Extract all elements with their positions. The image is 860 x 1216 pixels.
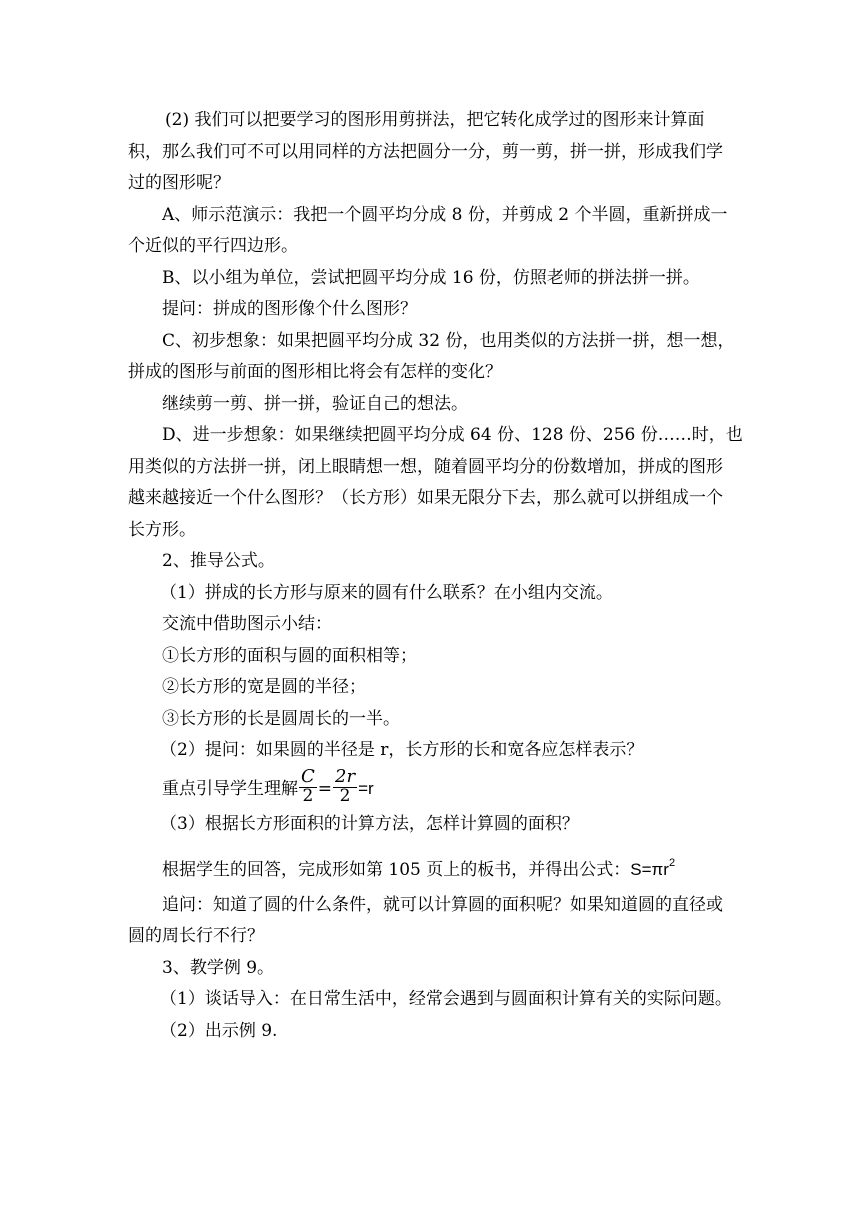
formula-exponent: 2 bbox=[668, 857, 676, 869]
formula-suffix: =r bbox=[358, 778, 374, 798]
fraction-denominator: 2 bbox=[302, 786, 314, 807]
section-heading: 2、推导公式。 bbox=[162, 551, 275, 571]
paragraph-line: 用类似的方法拼一拼，闭上眼睛想一想，随着圆平均分的份数增加，拼成的图形 bbox=[128, 456, 723, 477]
paragraph-line: 追问：知道了圆的什么条件，就可以计算圆的面积呢？如果知道圆的直径或 bbox=[162, 894, 723, 915]
section-heading: 3、教学例 9。 bbox=[162, 957, 275, 978]
paragraph-line: 圆的周长行不行？ bbox=[128, 926, 264, 946]
area-formula: S=πr bbox=[630, 860, 669, 879]
paragraph-line: 拼成的图形与前面的图形相比将会有怎样的变化？ bbox=[128, 362, 502, 382]
board-text: 根据学生的回答，完成形如第 105 页上的板书，并得出公式： bbox=[162, 860, 631, 880]
fraction-denominator: 2 bbox=[339, 786, 351, 807]
paragraph-line: 继续剪一剪、拼一拼，验证自己的想法。 bbox=[162, 393, 468, 414]
fraction-numerator: 2r bbox=[335, 766, 356, 788]
paragraph-line: 长方形。 bbox=[128, 519, 196, 540]
paragraph-line: 交流中借助图示小结： bbox=[162, 614, 332, 634]
paragraph-line: (2) 我们可以把要学习的图形用剪拼法，把它转化成学过的图形来计算面 bbox=[165, 110, 705, 130]
paragraph-line: 积，那么我们可不可以用同样的方法把圆分一分，剪一剪，拼一拼，形成我们学 bbox=[128, 141, 723, 162]
paragraph-line: C、初步想象：如果把圆平均分成 32 份，也用类似的方法拼一拼，想一想， bbox=[162, 330, 735, 351]
paragraph-line: （3）根据长方形面积的计算方法，怎样计算圆的面积？ bbox=[160, 813, 579, 834]
equals-sign: = bbox=[317, 778, 333, 799]
paragraph-line: 越来越接近一个什么图形？（长方形）如果无限分下去，那么就可以拼组成一个 bbox=[128, 488, 723, 508]
fraction-c-over-2 bbox=[299, 768, 317, 806]
paragraph-line: （1）拼成的长方形与原来的圆有什么联系？在小组内交流。 bbox=[160, 582, 613, 603]
list-item: ①长方形的面积与圆的面积相等； bbox=[162, 645, 417, 666]
paragraph-line: B、以小组为单位，尝试把圆平均分成 16 份，仿照老师的拼法拼一拼。 bbox=[162, 267, 700, 288]
paragraph-line: （2）提问：如果圆的半径是 r，长方形的长和宽各应怎样表示？ bbox=[160, 740, 644, 760]
list-item: ②长方形的宽是圆的半径； bbox=[162, 677, 366, 697]
formula-prefix: 重点引导学生理解 bbox=[162, 778, 298, 799]
paragraph-line: 提问：拼成的图形像个什么图形？ bbox=[162, 299, 417, 319]
paragraph-line: （2）出示例 9. bbox=[160, 1020, 278, 1041]
document-body bbox=[128, 105, 743, 1047]
paragraph-line: 个近似的平行四边形。 bbox=[128, 236, 298, 256]
paragraph-line: D、进一步想象：如果继续把圆平均分成 64 份、128 份、256 份……时，也 bbox=[162, 425, 743, 445]
paragraph-line: 过的图形呢？ bbox=[128, 173, 230, 193]
list-item: ③长方形的长是圆周长的一半。 bbox=[162, 708, 400, 729]
fraction-numerator: C bbox=[301, 766, 315, 788]
paragraph-line: （1）谈话导入：在日常生活中，经常会遇到与圆面积计算有关的实际问题。 bbox=[160, 989, 732, 1009]
fraction-2r-over-2 bbox=[333, 768, 357, 806]
paragraph-line: A、师示范演示：我把一个圆平均分成 8 份，并剪成 2 个半圆，重新拼成一 bbox=[162, 204, 728, 225]
formula-line bbox=[162, 767, 730, 811]
board-line bbox=[162, 848, 730, 887]
